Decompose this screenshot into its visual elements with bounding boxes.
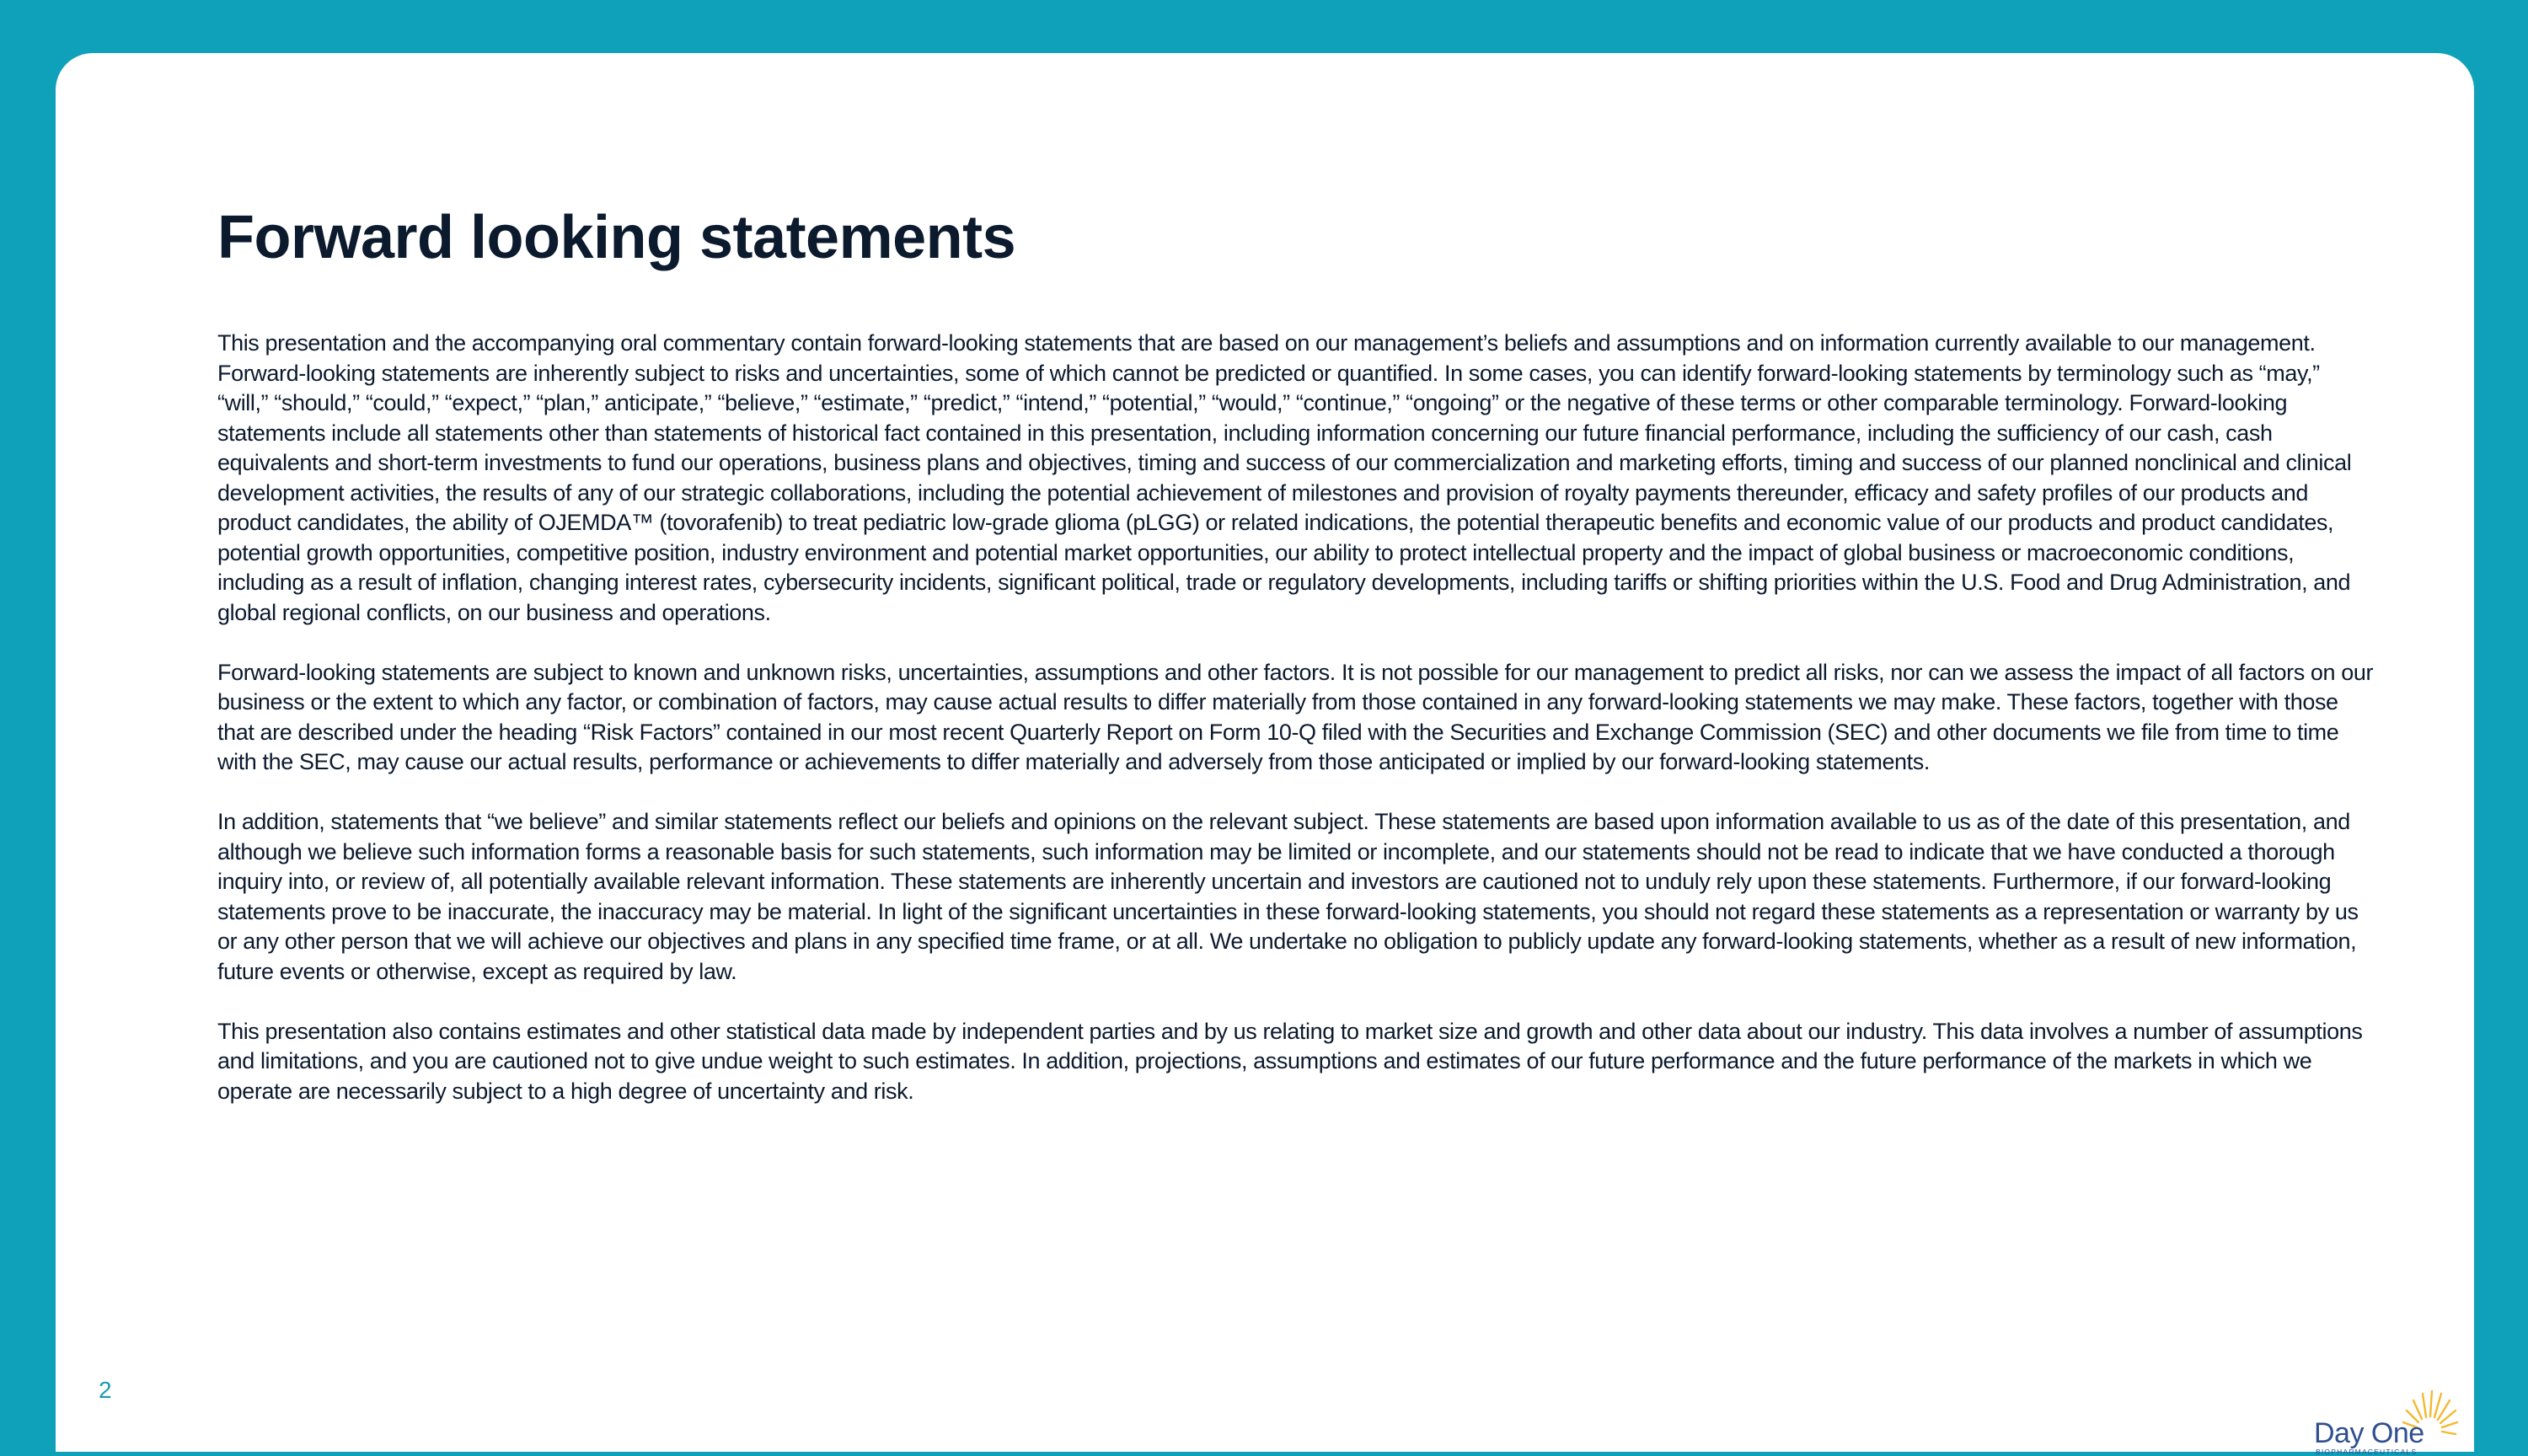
paragraph-estimates: This presentation also contains estimates and other statistical data made by independent parties and by us relating to market size and growth and other data about our industry. This data involves a number of assumptions and limitations, and you are cautioned not to give undue weight to such estimates. In addition, projections, assumptions and estimates of our future performance and the future performance of the markets in which we operate are necessarily subject to a high degree of uncertainty and risk. [217, 1018, 2363, 1104]
slide-card [56, 53, 2474, 1456]
logo-wordmark: Day One [2314, 1417, 2424, 1449]
logo-subtitle: BIOPHARMACEUTICALS [2316, 1448, 2418, 1456]
paragraph-risks: Forward-looking statements are subject to known and unknown risks, uncertainties, assumptions and other factors. It is not possible for our management to predict all risks, nor can we assess the impact of all factors on our business or the extent to which any factor, or combination of factors, may cause actual results to differ materially from those contained in any forward-looking statements we may make. These factors, together with those that are described under the heading “Risk Factors” contained in our most recent Quarterly Report on Form 10-Q filed with the Securities and Exchange Commission (SEC) and other documents we file from time to time with the SEC, may cause our actual results, performance or achievements to differ materially and adversely from those anticipated or implied by our forward-looking statements. [217, 659, 2374, 774]
disclaimer-body [217, 329, 2375, 1137]
paragraph-forward-looking-intro: This presentation and the accompanying oral commentary contain forward-looking statements that are based on our management’s beliefs and assumptions and on information currently available to our management. Forward-looking statements are inherently subject to risks and uncertainties, some of which cannot be predicted or quantified. In some cases, you can identify forward-looking statements by terminology such as “may,” “will,” “should,” “could,” “expect,” “plan,” anticipate,” “believe,” “estimate,” “predict,” “intend,” “potential,” “would,” “continue,” “ongoing” or the negative of these terms or other comparable terminology. Forward-looking statements include all statements other than statements of historical fact contained in this presentation, including information concerning our future financial performance, including the sufficiency of our cash, cash equivalents and short-term investments to fund our operations, business plans and objectives, timing and success of our commercialization and marketing efforts, timing and success of our planned nonclinical and clinical development activities, the results of any of our strategic collaborations, including the potential achievement of milestones and provision of royalty payments thereunder, efficacy and safety profiles of our products and product candidates, the ability of OJEMDA™ (tovorafenib) to treat pediatric low-grade glioma (pLGG) or related indications, the potential therapeutic benefits and economic value of our products and product candidates, potential growth opportunities, competitive position, industry environment and potential market opportunities, our ability to protect intellectual property and the impact of global business or macroeconomic conditions, including as a result of inflation, changing interest rates, cybersecurity incidents, significant political, trade or regulatory developments, including tariffs or shifting priorities within the U.S. Food and Drug Administration, and global regional conflicts, on our business and operations. [217, 330, 2352, 625]
paragraph-beliefs: In addition, statements that “we believe” and similar statements reflect our beliefs and opinions on the relevant subject. These statements are based upon information available to us as of the date of this presentation, and although we believe such information forms a reasonable basis for such statements, such information may be limited or incomplete, and our statements should not be read to indicate that we have conducted a thorough inquiry into, or review of, all potentially available relevant information. These statements are inherently uncertain and investors are cautioned not to unduly rely upon these statements. Furthermore, if our forward-looking statements prove to be inaccurate, the inaccuracy may be material. In light of the significant uncertainties in these forward-looking statements, you should not regard these statements as a representation or warranty by us or any other person that we will achieve our objectives and plans in any specified time frame, or at all. We undertake no obligation to publicly update any forward-looking statements, whether as a result of new information, future events or otherwise, except as required by law. [217, 809, 2359, 984]
company-logo [2307, 1389, 2459, 1456]
page-number: 2 [99, 1377, 112, 1403]
slide-title: Forward looking statements [217, 204, 1016, 271]
